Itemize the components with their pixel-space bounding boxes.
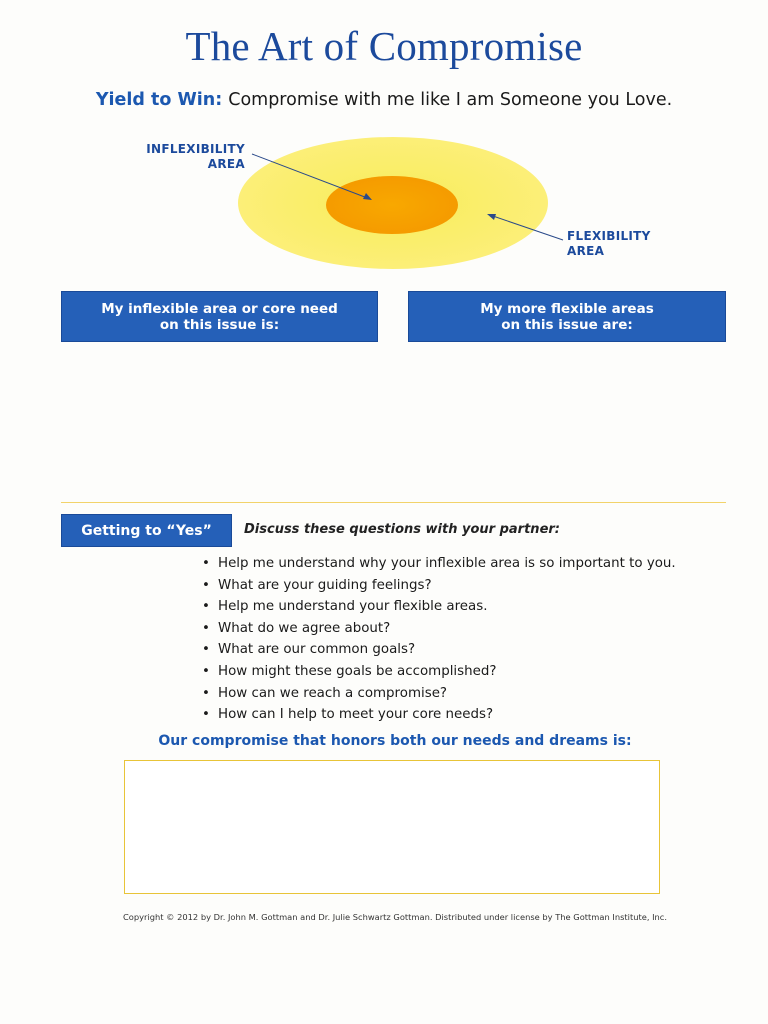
question-text: Help me understand your flexible areas. (218, 599, 488, 615)
question-text: What are your guiding feelings? (218, 577, 432, 593)
question-text: How can I help to meet your core needs? (218, 707, 494, 723)
section-divider (61, 502, 726, 503)
bullet-icon: • (202, 577, 210, 593)
question-text: How might these goals be accomplished? (218, 663, 497, 679)
discuss-instruction: Discuss these questions with your partner: (244, 522, 560, 537)
subtitle-lead: Yield to Win: (95, 90, 223, 110)
copyright-notice: Copyright © 2012 by Dr. John M. Gottman and Dr. Julie Schwartz Gottman. Distributed under license by The Gottman Institute, Inc. (122, 912, 668, 922)
list-item (202, 683, 676, 705)
list-item (202, 704, 676, 726)
bullet-icon: • (202, 663, 210, 679)
question-list (202, 553, 676, 726)
flexible-header-line1: My more flexible areas (480, 300, 654, 317)
bullet-icon: • (202, 685, 210, 701)
getting-to-yes-tab: Getting to “Yes” (61, 514, 232, 547)
flexibility-label-line2: AREA (567, 244, 605, 258)
page-title: The Art of Compromise (185, 23, 583, 69)
subtitle-text: Compromise with me like I am Someone you Love. (228, 90, 673, 110)
flexibility-area-label (567, 229, 697, 259)
question-text: Help me understand why your inflexible area is so important to you. (218, 556, 676, 571)
bullet-icon: • (202, 620, 210, 636)
flexible-areas-header (408, 291, 726, 342)
inflexible-area-header (61, 291, 378, 342)
list-item (202, 553, 676, 575)
compromise-label: Our compromise that honors both our needs and dreams is: (158, 733, 632, 749)
list-item (202, 618, 676, 640)
inflexible-header-line2: on this issue is: (159, 316, 280, 333)
list-item (202, 661, 676, 683)
flexible-header-line2: on this issue are: (501, 316, 633, 333)
inflexible-header-line1: My inflexible area or core need (101, 300, 338, 317)
bullet-icon: • (202, 642, 210, 658)
list-item (202, 639, 676, 661)
flexibility-label-line1: FLEXIBILITY (567, 229, 651, 243)
question-text: How can we reach a compromise? (218, 685, 448, 701)
list-item (202, 575, 676, 597)
bullet-icon: • (202, 707, 210, 723)
list-item (202, 596, 676, 618)
bullet-icon: • (202, 556, 210, 571)
compromise-answer-box[interactable] (124, 760, 660, 894)
bullet-icon: • (202, 599, 210, 615)
question-text: What do we agree about? (218, 620, 391, 636)
inflexibility-label-line2: AREA (207, 157, 245, 171)
question-text: What are our common goals? (218, 642, 416, 658)
inflexibility-area-ellipse (326, 176, 458, 234)
inflexibility-area-label (130, 142, 245, 172)
inflexibility-label-line1: INFLEXIBILITY (146, 142, 245, 156)
